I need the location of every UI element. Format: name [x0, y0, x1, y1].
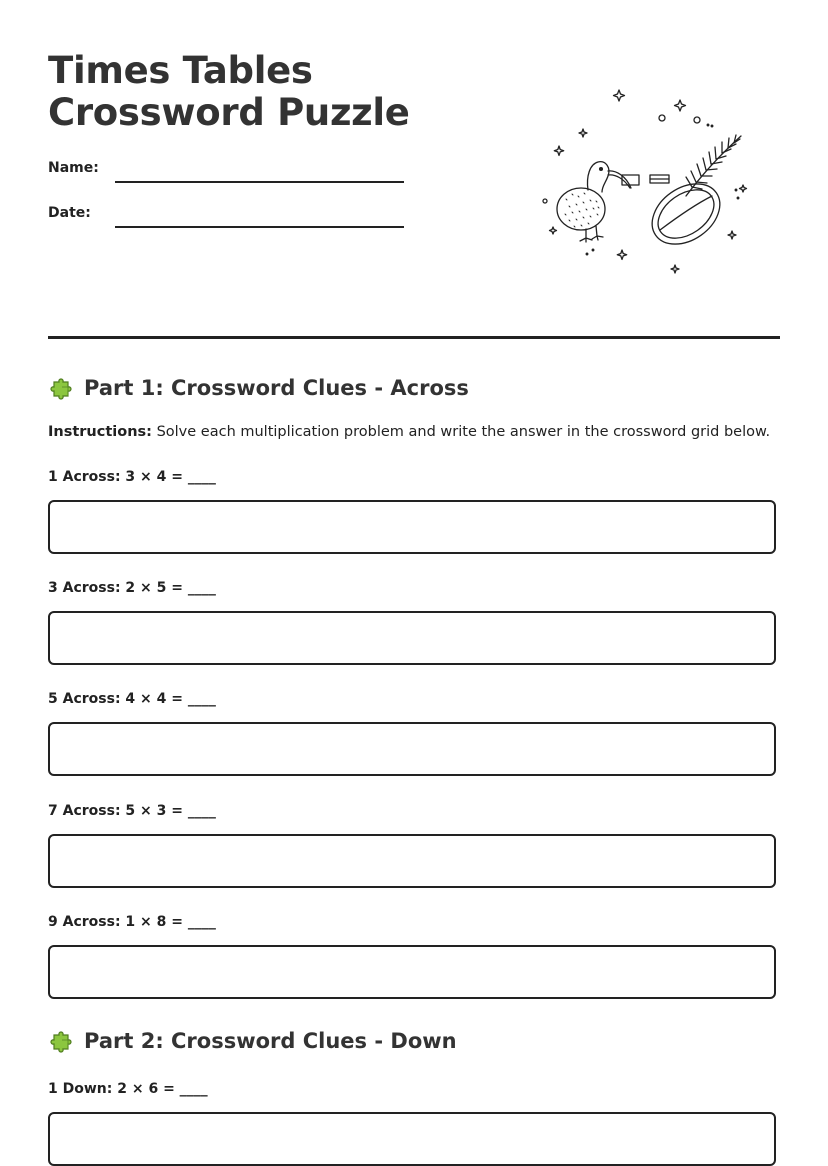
part2-title: Part 2: Crossword Clues - Down: [84, 1029, 457, 1053]
answer-box-1-down[interactable]: [48, 1112, 776, 1166]
date-field[interactable]: [115, 226, 404, 228]
part2-heading: [48, 1027, 457, 1055]
clue-label: 1 Across: 3 × 4 = ____: [48, 469, 216, 485]
instructions: [48, 424, 770, 440]
name-label: Name:: [48, 160, 99, 176]
name-field[interactable]: [115, 181, 404, 183]
answer-box-9-across[interactable]: [48, 945, 776, 999]
clue-label: 9 Across: 1 × 8 = ____: [48, 914, 216, 930]
page-title: Times Tables Crossword Puzzle: [48, 49, 410, 134]
answer-box-1-across[interactable]: [48, 500, 776, 554]
part1-heading: [48, 374, 469, 402]
puzzle-piece-icon: [48, 1027, 76, 1055]
instructions-text: Solve each multiplication problem and write the answer in the crossword grid below.: [151, 424, 771, 440]
answer-box-3-across[interactable]: [48, 611, 776, 665]
answer-box-5-across[interactable]: [48, 722, 776, 776]
puzzle-piece-icon: [48, 374, 76, 402]
sparkle-icon: [550, 90, 747, 273]
instructions-label: Instructions:: [48, 424, 152, 440]
answer-box-7-across[interactable]: [48, 834, 776, 888]
clue-label: 7 Across: 5 × 3 = ____: [48, 803, 216, 819]
date-label: Date:: [48, 205, 91, 221]
rugby-ball-icon: [641, 171, 731, 256]
part1-title: Part 1: Crossword Clues - Across: [84, 376, 469, 400]
section-divider: [48, 336, 780, 339]
kiwi-rugby-illustration: [536, 84, 752, 280]
clue-label: 3 Across: 2 × 5 = ____: [48, 580, 216, 596]
silver-fern-icon: [686, 135, 741, 196]
kiwi-bird-icon: [557, 162, 631, 242]
clue-label: 1 Down: 2 × 6 = ____: [48, 1081, 208, 1097]
clue-label: 5 Across: 4 × 4 = ____: [48, 691, 216, 707]
